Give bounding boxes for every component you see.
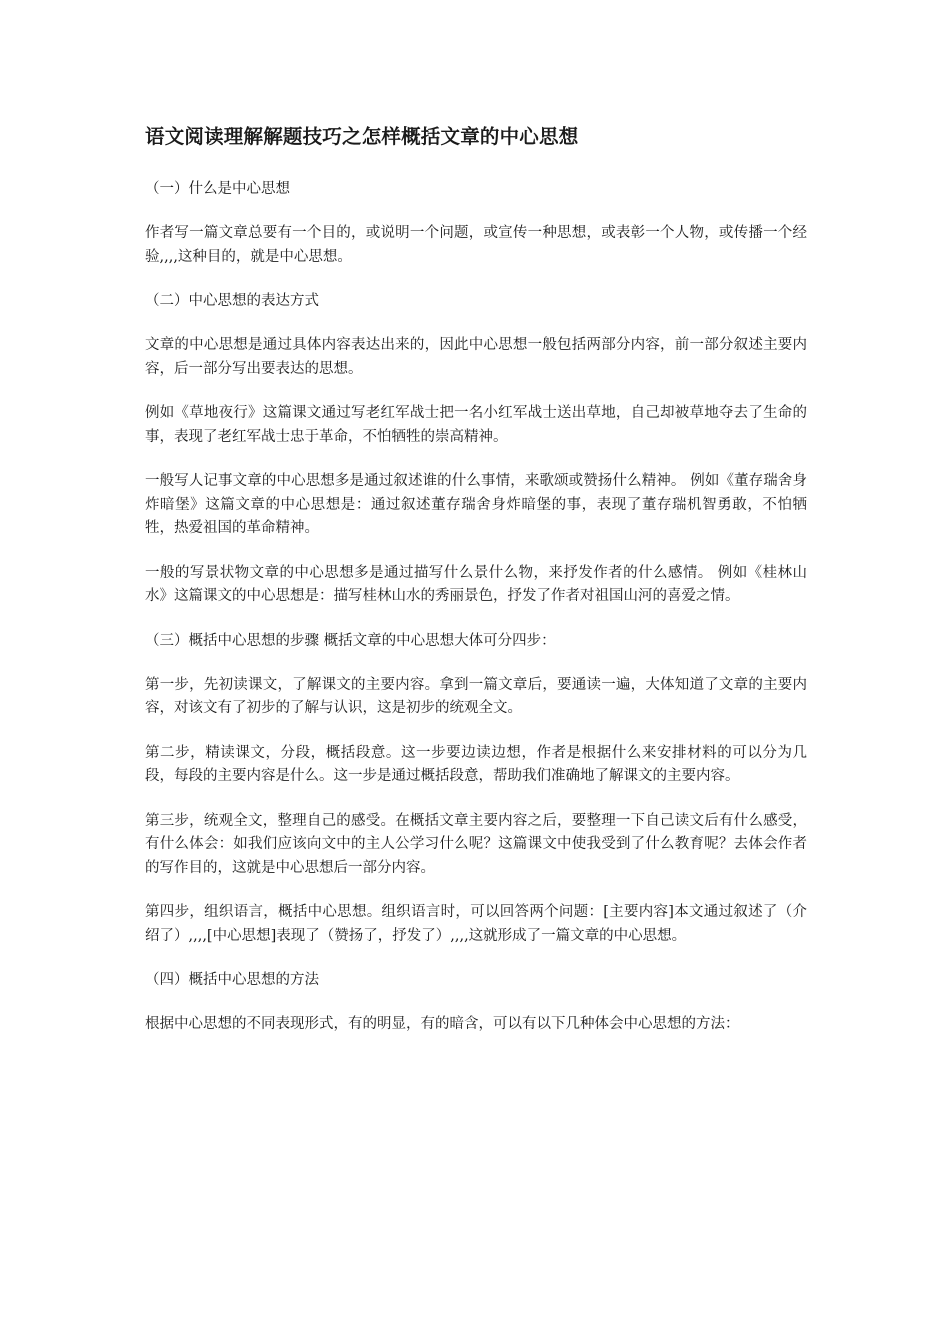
- document-content: [145, 122, 807, 1058]
- paragraph-step-3: 第三步，统观全文，整理自己的感受。在概括文章主要内容之后，要整理一下自己读文后有什么感受，有什么体会：如我们应该向文中的主人公学习什么呢？这篇课文中使我受到了什么教育呢？去体会作者的写作目的，这就是中心思想后一部分内容。: [145, 812, 807, 876]
- paragraph-step-4: 第四步，组织语言，概括中心思想。组织语言时，可以回答两个问题：[主要内容]本文通过叙述了（介绍了）,,,,[中心思想]表现了（赞扬了，抒发了）,,,,这就形成了一篇文章的中心思想。: [145, 904, 807, 944]
- document-title: 语文阅读理解解题技巧之怎样概括文章的中心思想: [145, 125, 579, 148]
- section-heading-expression: （二）中心思想的表达方式: [145, 293, 319, 309]
- paragraph-step-2: 第二步，精读课文，分段，概括段意。这一步要边读边想，作者是根据什么来安排材料的可以分为几段，每段的主要内容是什么。这一步是通过概括段意，帮助我们准确地了解课文的主要内容。: [145, 744, 807, 784]
- section-heading-steps: （三）概括中心思想的步骤 概括文章的中心思想大体可分四步：: [145, 632, 556, 649]
- paragraph-step-1: 第一步，先初读课文，了解课文的主要内容。拿到一篇文章后，要通读一遍，大体知道了文章的主要内容，对该文有了初步的了解与认识，这是初步的统观全文。: [145, 676, 807, 716]
- paragraph-expression: 文章的中心思想是通过具体内容表达出来的，因此中心思想一般包括两部分内容，前一部分叙述主要内容，后一部分写出要表达的思想。: [145, 337, 807, 377]
- paragraph-definition: 作者写一篇文章总要有一个目的，或说明一个问题，或宣传一种思想，或表彰一个人物，或传播一个经验,,,,这种目的，就是中心思想。: [145, 225, 807, 265]
- section-heading-methods: （四）概括中心思想的方法: [145, 972, 319, 988]
- section-heading-what-is: （一）什么是中心思想: [145, 181, 290, 197]
- paragraph-example-dongcunrui: 一般写人记事文章的中心思想多是通过叙述谁的什么事情，来歌颂或赞扬什么精神。 例如《董存瑞舍身炸暗堡》这篇文章的中心思想是：通过叙述董存瑞舍身炸暗堡的事，表现了董存瑞机智勇敢，不怕牺牲，热爱祖国的革命精神。: [145, 473, 807, 536]
- paragraph-example-caodi: 例如《草地夜行》这篇课文通过写老红军战士把一名小红军战士送出草地，自己却被草地夺去了生命的事，表现了老红军战士忠于革命，不怕牺牲的崇高精神。: [145, 405, 807, 445]
- paragraph-methods: 根据中心思想的不同表现形式，有的明显，有的暗含，可以有以下几种体会中心思想的方法：: [145, 1016, 740, 1032]
- paragraph-example-guilin: 一般的写景状物文章的中心思想多是通过描写什么景什么物，来抒发作者的什么感情。 例如《桂林山水》这篇课文的中心思想是：描写桂林山水的秀丽景色，抒发了作者对祖国山河的喜爱之情。: [145, 564, 807, 604]
